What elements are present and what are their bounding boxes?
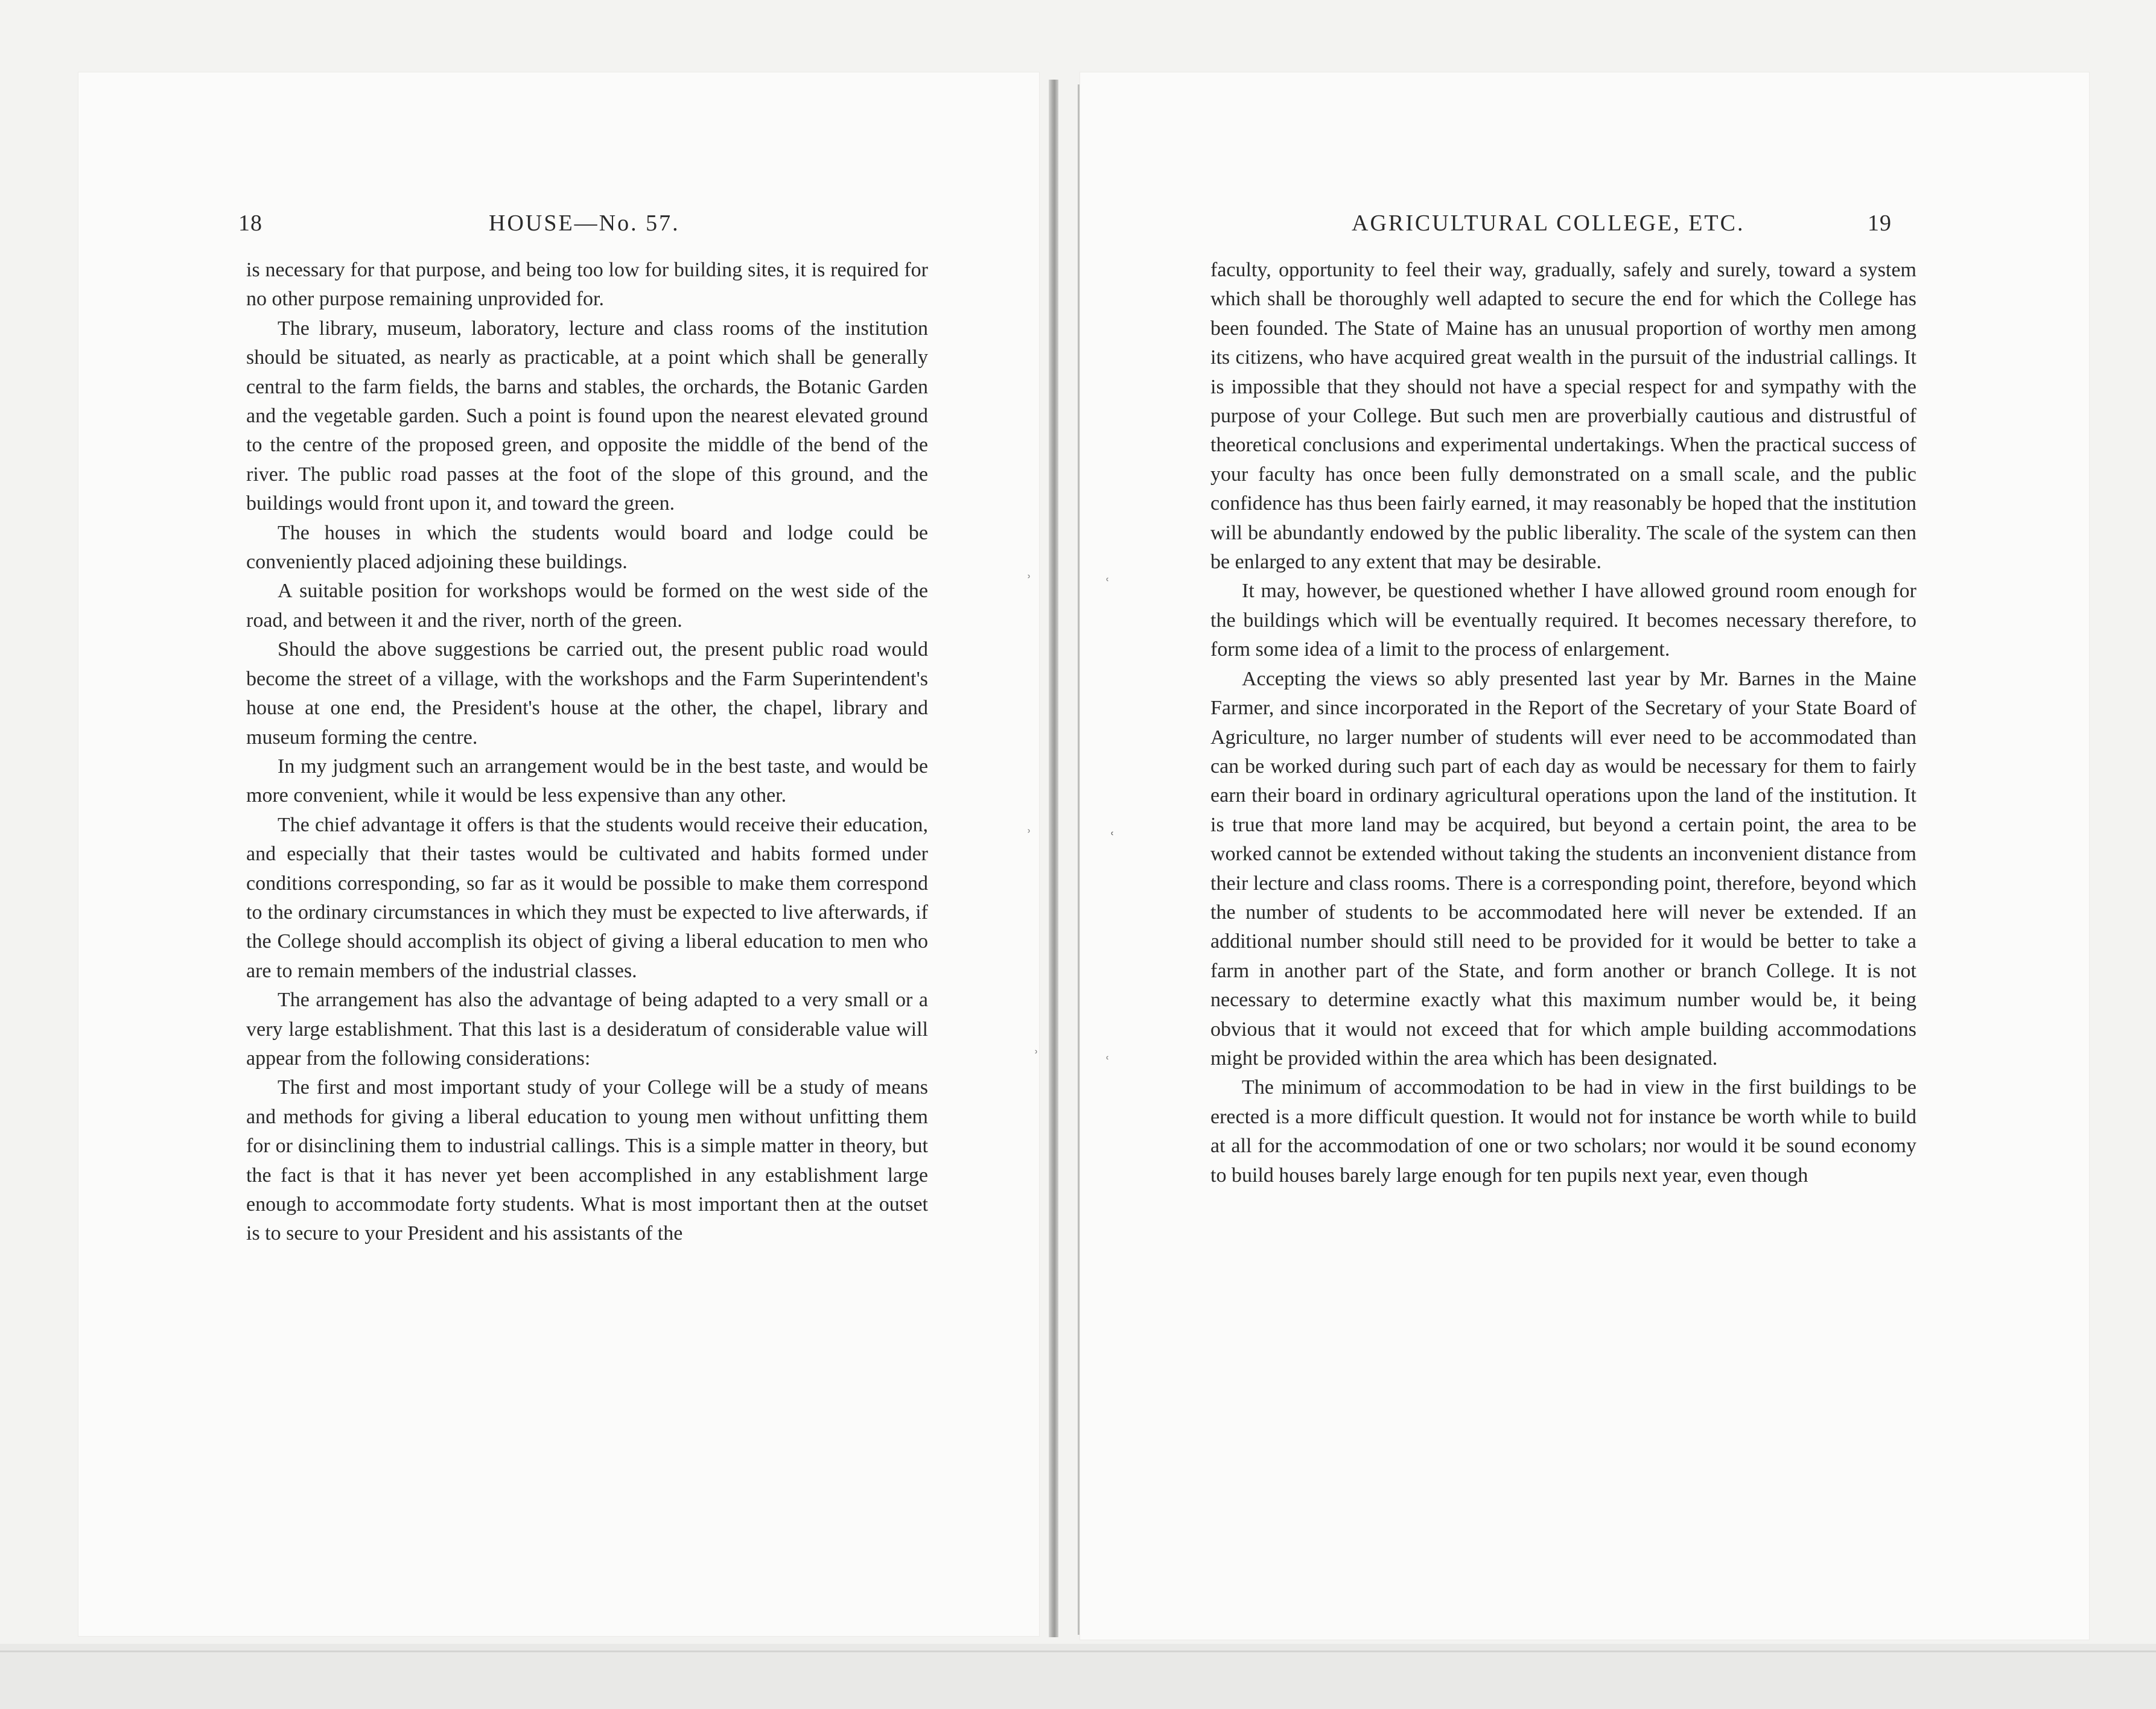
scan-speck: ʾ [1026, 826, 1032, 846]
scanner-bed [0, 1644, 2156, 1709]
paragraph: Should the above suggestions be carried out, the present public road would become the street of a village, with the workshops and the Farm Superintendent's house at one end, the President's house at the other, the chapel, library and museum forming the centre. [246, 638, 928, 749]
paragraph: The library, museum, laboratory, lecture and class rooms of the institution should be situated, as nearly as practicable, at a point which shall be generally central to the farm fields, the barns and stables, the orchards, the Botanic Garden and the vegetable garden. Such a point is found upon the nearest elevated ground to the centre of the proposed green, and opposite the middle of the bend of the river. The public road passes at the foot of the slope of this ground, and the buildings would front upon it, and toward the green. [246, 317, 928, 515]
running-head: AGRICULTURAL COLLEGE, ETC. [1352, 211, 1745, 236]
book-gutter [1049, 80, 1058, 1637]
scan-speck: ʾ [1033, 1047, 1039, 1067]
paragraph: In my judgment such an arrangement would be in the best taste, and would be more convenient, while it would be less expensive than any other. [246, 755, 928, 807]
right-page-header [1352, 205, 1925, 241]
scan-speck: ʾ [1026, 572, 1032, 592]
scanner-edge-line [0, 1650, 2156, 1652]
paragraph: The minimum of accommodation to be had in view in the first buildings to be erected is a more difficult question. It would not for instance be worth while to build at all for the accommodation of one or two scholars; nor would it be sound economy to build houses barely large enough for ten pupils next year, even though [1210, 1076, 1916, 1187]
paragraph: Accepting the views so ably presented last year by Mr. Barnes in the Maine Farmer, and since incorporated in the Report of the Secretary of your State Board of Agriculture, no larger number of students will ever need to be accommodated than can be worked during such part of each day as would be necessary for them to fairly earn their board in ordinary agricultural operations upon the land of the institution. It is true that more land may be acquired, but beyond a certain point, the area to be worked cannot be extended without taking the students an inconvenient distance from their lecture and class rooms. There is a corresponding point, therefore, beyond which the number of students to be accommodated here will never be extended. If an additional number should still need to be provided for it would be better to take a farm in another part of the State, and form another or branch College. It is not necessary to determine exactly what this maximum number would be, it being obvious that it would not exceed that for which ample building accommodations might be provided within the area which has been designated. [1210, 667, 1916, 1070]
running-head: HOUSE—No. 57. [489, 211, 680, 236]
left-page-body [246, 256, 928, 1249]
paragraph: The houses in which the students would board and lodge could be conveniently placed adjoining these buildings. [246, 521, 928, 574]
paragraph: is necessary for that purpose, and being too low for building sites, it is required for no other purpose remaining unprovided for. [246, 259, 928, 311]
paragraph: The arrangement has also the advantage of being adapted to a very small or a very large establishment. That this last is a desideratum of considerable value will appear from the following considerations: [246, 989, 928, 1070]
right-page-body [1210, 256, 1916, 1190]
page-number: 18 [238, 211, 262, 236]
paragraph: A suitable position for workshops would be formed on the west side of the road, and between it and the river, north of the green. [246, 580, 928, 632]
scan-speck: ʿ [1104, 575, 1110, 595]
paragraph: The first and most important study of your College will be a study of means and methods for giving a liberal education to young men without unfitting them for or disinclining them to industrial callings. This is a simple matter in theory, but the fact is that it has never yet been accomplished in any establishment large enough to accommodate forty students. What is most important then at the outset is to secure to your President and his assistants of the [246, 1076, 928, 1245]
page-number: 19 [1868, 211, 1892, 236]
scan-speck: ʿ [1109, 829, 1115, 849]
paragraph: It may, however, be questioned whether I have allowed ground room enough for the buildings which will be eventually required. It becomes necessary therefore, to form some idea of a limit to the process of enlargement. [1210, 580, 1916, 661]
paragraph: The chief advantage it offers is that the students would receive their education, and especially that their tastes would be cultivated and habits formed under conditions corresponding, so far as it would be possible to make them correspond to the ordinary circumstances in which they must be expected to live afterwards, if the College should accomplish its object of giving a liberal education to men who are to remain members of the industrial classes. [246, 813, 928, 982]
left-page-header [238, 205, 932, 241]
gutter-edge [1078, 84, 1080, 1635]
paragraph: faculty, opportunity to feel their way, gradually, safely and surely, toward a system which shall be thoroughly well adapted to secure the end for which the College has been founded. The State of Maine has an unusual proportion of worthy men among its citizens, who have acquired great wealth in the pursuit of the industrial callings. It is impossible that they should not have a special respect for and sympathy with the purpose of your College. But such men are proverbially cautious and distrustful of theoretical conclusions and experimental undertakings. When the practical success of your faculty has once been fully demonstrated on a small scale, and the public confidence has thus been fairly earned, it may reasonably be hoped that the institution will be abundantly endowed by the public liberality. The scale of the system can then be enlarged to any extent that may be desirable. [1210, 259, 1916, 574]
scan-speck: ʿ [1104, 1053, 1110, 1073]
